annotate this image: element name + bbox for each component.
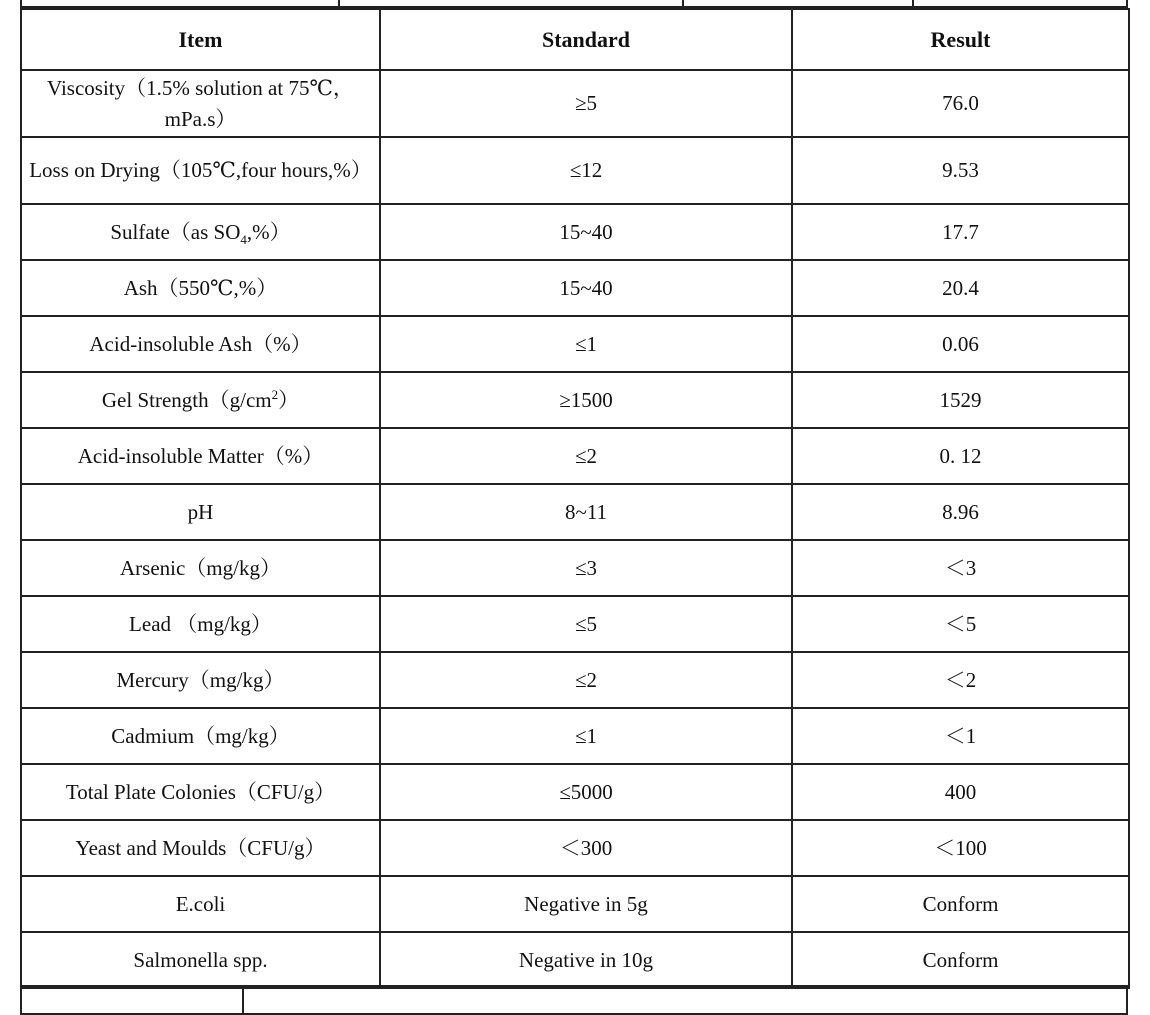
item-cell: E.coli [21, 876, 380, 932]
table-row [21, 876, 1129, 932]
standard-cell: Negative in 5g [380, 876, 792, 932]
header-result: Result [792, 9, 1129, 70]
item-cell: Arsenic（mg/kg） [21, 540, 380, 596]
item-text: ） [278, 387, 300, 412]
item-cell: Viscosity（1.5% solution at 75℃，mPa.s） [21, 70, 380, 137]
item-cell: Ash（550℃,%） [21, 260, 380, 316]
column-divider [682, 0, 684, 6]
result-cell: 0. 12 [792, 428, 1129, 484]
table-row [21, 70, 1129, 137]
item-cell: pH [21, 484, 380, 540]
result-cell: 1529 [792, 372, 1129, 428]
result-cell: 9.53 [792, 137, 1129, 204]
table-row [21, 137, 1129, 204]
result-cell: ＜100 [792, 820, 1129, 876]
standard-cell: Negative in 10g [380, 932, 792, 988]
table-fragment-top [20, 0, 1128, 8]
standard-cell: ≤5000 [380, 764, 792, 820]
header-standard: Standard [380, 9, 792, 70]
item-cell [21, 204, 380, 260]
result-cell: ＜5 [792, 596, 1129, 652]
table-row [21, 316, 1129, 372]
column-divider [912, 0, 914, 6]
item-cell: Loss on Drying（105℃,four hours,%） [21, 137, 380, 204]
item-cell: Mercury（mg/kg） [21, 652, 380, 708]
standard-cell: ≤1 [380, 316, 792, 372]
standard-cell: 15~40 [380, 260, 792, 316]
item-text: Gel Strength（g/cm [101, 387, 272, 412]
standard-cell: ≤1 [380, 708, 792, 764]
standard-cell: ＜300 [380, 820, 792, 876]
table-row [21, 596, 1129, 652]
standard-cell: 15~40 [380, 204, 792, 260]
table-row [21, 428, 1129, 484]
header-item: Item [21, 9, 380, 70]
table-row [21, 708, 1129, 764]
result-cell: 17.7 [792, 204, 1129, 260]
superscript: 2 [271, 386, 279, 402]
standard-cell: ≤2 [380, 652, 792, 708]
result-cell: Conform [792, 932, 1129, 988]
standard-cell: ≤2 [380, 428, 792, 484]
result-cell: 76.0 [792, 70, 1129, 137]
standard-cell: 8~11 [380, 484, 792, 540]
standard-cell: ≥1500 [380, 372, 792, 428]
item-cell: Cadmium（mg/kg） [21, 708, 380, 764]
table-row [21, 204, 1129, 260]
column-divider [338, 0, 340, 6]
result-cell: ＜3 [792, 540, 1129, 596]
result-cell: Conform [792, 876, 1129, 932]
standard-cell: ≥5 [380, 70, 792, 137]
item-cell: Acid-insoluble Ash（%） [21, 316, 380, 372]
item-text: ,%） [246, 219, 291, 244]
item-text: Sulfate（as SO [110, 219, 241, 244]
result-cell: 8.96 [792, 484, 1129, 540]
table-row [21, 932, 1129, 988]
table-row [21, 372, 1129, 428]
subscript: 4 [240, 231, 247, 247]
result-cell: 20.4 [792, 260, 1129, 316]
table-row [21, 484, 1129, 540]
result-cell: ＜2 [792, 652, 1129, 708]
specification-table [20, 8, 1130, 989]
item-cell: Salmonella spp. [21, 932, 380, 988]
standard-cell: ≤12 [380, 137, 792, 204]
column-divider [242, 987, 244, 1013]
item-cell [21, 372, 380, 428]
table-row [21, 260, 1129, 316]
item-cell: Yeast and Moulds（CFU/g） [21, 820, 380, 876]
item-cell: Lead （mg/kg） [21, 596, 380, 652]
standard-cell: ≤5 [380, 596, 792, 652]
result-cell: 400 [792, 764, 1129, 820]
standard-cell: ≤3 [380, 540, 792, 596]
table-row [21, 764, 1129, 820]
item-cell: Acid-insoluble Matter（%） [21, 428, 380, 484]
table-fragment-bottom [20, 985, 1128, 1015]
table-row [21, 820, 1129, 876]
result-cell: ＜1 [792, 708, 1129, 764]
result-cell: 0.06 [792, 316, 1129, 372]
table-row [21, 540, 1129, 596]
table-row [21, 652, 1129, 708]
item-cell: Total Plate Colonies（CFU/g） [21, 764, 380, 820]
table-header-row [21, 9, 1129, 70]
